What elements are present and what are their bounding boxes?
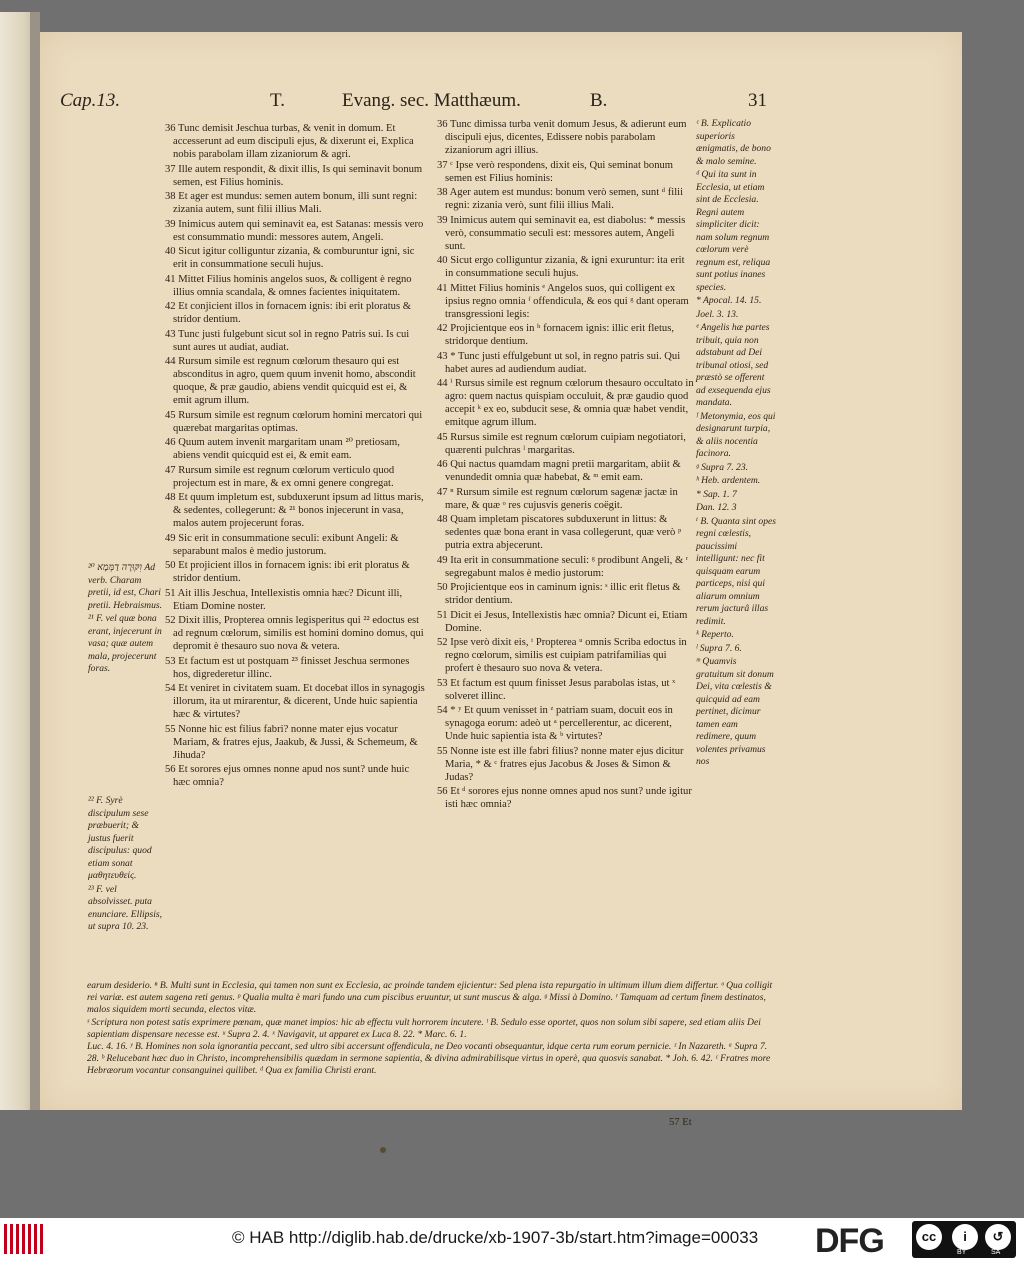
verse: 37 ᶜ Ipse verò respondens, dixit eis, Qui seminat bonum semen est Filius hominis: <box>437 159 674 184</box>
paper-spot <box>380 1147 386 1153</box>
verse: 40 Sicut ergo colliguntur zizania, & igni exuruntur: ita erit in consummatione seculi hujus. <box>437 255 685 279</box>
verse: 45 Rursum simile est regnum cœlorum homini mercatori qui quærebat margaritas optimas. <box>165 409 423 434</box>
verse: 54 Et veniret in civitatem suam. Et docebat illos in synagogis illorum, ita ut mirarentur, & dicerent, Unde huic sapientia hæc & virtutes? <box>165 683 425 720</box>
chapter-label: Cap.13. <box>60 90 121 111</box>
verse: 48 Et quum impletum est, subduxerunt ipsum ad littus maris, & sedentes, collegerunt: & ²¹ bonos injecerunt in vasa, malos autem projecerunt foras. <box>165 492 424 529</box>
verse: 55 Nonne hic est filius fabri? nonne mater ejus vocatur Mariam, & fratres ejus, Jaakub, & Jussi, & Schemeum, & Jihuda? <box>165 723 418 761</box>
verse: 52 Dixit illis, Propterea omnis legisperitus qui ²² edoctus est ad regnum cœlorum, similis est homini domino domus, qui depromit è thesauro suo nova & vetera. <box>165 615 424 652</box>
verse: 39 Inimicus autem qui seminavit ea, est Satanas: messis vero est consummatio mundi: messores autem, Angeli. <box>165 218 424 243</box>
margin-note: Joel. 3. 13. <box>696 308 739 320</box>
verse: 51 Dicit ei Jesus, Intellexistis hæc omnia? Dicunt ei, Etiam Domine. <box>437 609 688 634</box>
left-margin-notes-upper <box>88 562 162 677</box>
verse: 49 Ita erit in consummatione seculi: ᵍ prodibunt Angeli, & ʳ segregabunt malos è medio justorum: <box>437 554 689 579</box>
verse: 38 Et ager est mundus: semen autem bonum, illi sunt regni: zizania autem, sunt filii illius Mali. <box>165 191 418 215</box>
verse: 41 Mittet Filius hominis angelos suos, & colligent è regno illius omnia scandala, & omnes facientes iniquitatem. <box>165 273 412 298</box>
verse: 43 * Tunc justi effulgebunt ut sol, in regno patris sui. Qui habet aures ad audiendum audiat. <box>437 350 681 375</box>
left-margin-notes-lower <box>88 795 162 935</box>
margin-note: ²³ F. vel absolvisset. puta enunciare. Ellipsis, ut supra 10. 23. <box>88 883 162 932</box>
margin-note: ᵐ Quamvis gratuitum sit donum Dei, vita cœlestis & quicquid ad eam pertinet, dicimur tamen eam redimere, quum volentes privamus nos <box>696 656 774 767</box>
verse: 46 Quum autem invenit margaritam unam ²⁰ pretiosam, abiens vendit quicquid est ei, & emit eam. <box>165 437 400 461</box>
by-label: BY <box>957 1249 967 1256</box>
verse: 43 Tunc justi fulgebunt sicut sol in regno Patris sui. Is cui sunt aures ut audiat, audiat. <box>165 328 410 353</box>
verse: 47 Rursum simile est regnum cœlorum verticulo quod projectum est in mare, & ex omni genere congregat. <box>165 464 395 489</box>
previous-page-edge <box>0 12 40 1110</box>
footnote-block: Luc. 4. 16. ʸ B. Homines non sola ignorantia peccant, sed ultro sibi accersunt offendicula, ne Deo vocanti obsequantur, idque certa rum eorum pernicie. ᶻ In Nazareth. ᵃ Supra 7. 28. ᵇ Relucebant hæc duo in Christo, incomprehensibilis quædam in sermone sapientia, & divina admirabilisque virtus in operè, qua quosvis sanabat. * Joh. 6. 42. ᶜ Fratres more Hebræorum vocantur consanguinei quilibet. ᵈ Qua ex familia Christi erant. <box>87 1041 771 1077</box>
verse: 51 Ait illis Jeschua, Intellexistis omnia hæc? Dicunt illi, Etiam Domine noster. <box>165 587 403 612</box>
verse: 52 Ipse verò dixit eis, ᵗ Propterea ᵘ omnis Scriba edoctus in regno cœlorum, similis est cuipiam patrifamilias qui profert è thesauro suo nova & vetera. <box>437 637 687 674</box>
verse: 50 Et projicient illos in fornacem ignis: ibi erit ploratus & stridor dentium. <box>165 560 410 584</box>
sa-label: SA <box>991 1249 1001 1256</box>
verse: 42 Projicientque eos in ʰ fornacem ignis: illic erit fletus, stridorque dentium. <box>437 323 674 347</box>
verse: 56 Et ᵈ sorores ejus nonne omnes apud nos sunt? unde igitur isti hæc omnia? <box>437 786 692 810</box>
verse: 38 Ager autem est mundus: bonum verò semen, sunt ᵈ filii regni: zizania verò, sunt filii illius Mali. <box>437 187 684 211</box>
margin-note: ²⁰ וִקּוּרָה דַמְּמָא Ad verb. Charam pretii, id est, Chari pretii. Hebraismus. <box>88 562 162 611</box>
verse: 49 Sic erit in consummatione seculi: exibunt Angeli: & separabunt malos è medio justorum. <box>165 532 399 557</box>
margin-note: * Apocal. 14. 15. <box>696 295 762 306</box>
verse: 53 Et factum est quum finisset Jesus parabolas istas, ut ˣ solveret illinc. <box>437 677 676 702</box>
margin-note: ˡ Supra 7. 6. <box>696 642 742 654</box>
column-marker-b: B. <box>590 90 608 111</box>
verse: 54 * ʸ Et quum venisset in ᶻ patriam suam, docuit eos in synagoga eorum: adeò ut ᵃ percellerentur, ac dicerent, Unde huic sapientia ista & ᵇ virtutes? <box>437 705 673 742</box>
margin-note: ²¹ F. vel quæ bona erant, injecerunt in vasa; quæ autem mala, projecerunt foras. <box>88 613 162 674</box>
footnote-block: ˢ Scriptura non potest satis exprimere pœnam, quæ manet impios: hic ab effectu vult horrorem incutere. ᵗ B. Sedulo esse oportet, quos non solum sibi sapere, sed etiam aliis Dei sapientiam dispensare necesse est. ᵘ Supra 2. 4. ˣ Navigavit, ut apparet ex Luca 8. 22. * Marc. 6. 1. <box>87 1016 761 1040</box>
by-icon: i <box>952 1224 978 1250</box>
verse: 44 ⁱ Rursus simile est regnum cœlorum thesauro occultato in agro: quem nactus quispiam occuluit, & præ gaudio quod accepit ᵏ ex eo, subducit sese, & omnia quæ habet vendit, emitque agrum illum. <box>437 378 694 428</box>
verse: 56 Et sorores ejus omnes nonne apud nos sunt? unde huic hæc omnia? <box>165 764 410 788</box>
verse: 40 Sicut igitur colliguntur zizania, & comburuntur igni, sic erit in consummatione seculi hujus. <box>165 246 415 270</box>
source-link[interactable]: © HAB http://diglib.hab.de/drucke/xb-1907-3b/start.htm?image=00033 <box>232 1228 759 1247</box>
sa-icon: ↺ <box>985 1224 1011 1250</box>
margin-note: ᵉ Angelis hæ partes tribuit, quia non adstabunt ad Dei tribunal otiosi, sed præstò se offerent ad exsequenda ejus mandata. <box>696 322 771 408</box>
cc-icon: cc <box>916 1224 942 1250</box>
left-text-column <box>165 122 427 791</box>
verse: 47 ⁿ Rursum simile est regnum cœlorum sagenæ jactæ in mare, & quæ ᵒ res cujusvis generis coëgit. <box>437 486 678 511</box>
running-head <box>40 90 962 120</box>
footer-bar <box>0 1218 1024 1261</box>
verse: 45 Rursus simile est regnum cœlorum cuipiam negotiatori, quærenti pulchras ˡ margaritas. <box>437 431 686 456</box>
verse: 46 Qui nactus quamdam magni pretii margaritam, abiit & venundedit omnia quæ habebat, & ᵐ emit eam. <box>437 459 681 483</box>
verse: 39 Inimicus autem qui seminavit ea, est diabolus: * messis verò, consummatio seculi est: messores autem, Angeli sunt. <box>437 214 686 252</box>
column-marker-t: T. <box>270 90 285 111</box>
margin-note: ᵈ Qui ita sunt in Ecclesia, ut etiam sint de Ecclesia. Regni autem simpliciter dicit: nam solum regnum cœlorum verè regnum est, reliqua sunt potius inanes species. <box>696 169 771 293</box>
cc-license-badge[interactable] <box>912 1221 1016 1258</box>
margin-note: ᵍ Supra 7. 23. <box>696 461 749 473</box>
verse: 36 Tunc dimissa turba venit domum Jesus, & adierunt eum discipuli ejus, dicentes, Edissere nobis parabolam zizaniorum agri illius. <box>437 119 687 156</box>
verse: 53 Et factum est ut postquam ²³ finisset Jeschua sermones hos, digrederetur illinc. <box>165 655 410 680</box>
right-margin-notes <box>696 118 776 770</box>
verse: 41 Mittet Filius hominis ᵉ Angelos suos, qui colligent ex ipsius regno omnia ᶠ offendicula, & eos qui ᵍ dant operam transgressioni legis: <box>437 282 689 320</box>
verse: 48 Quam impletam piscatores subduxerunt in littus: & sedentes quæ bona erant in vasa collegerunt, quæ verò ᵖ putria extra abjecerunt. <box>437 514 682 551</box>
margin-note: Dan. 12. 3 <box>696 502 737 513</box>
verse: 55 Nonne iste est ille fabri filius? nonne mater ejus dicitur Maria, * & ᶜ fratres ejus Jacobus & Joses & Simon & Judas? <box>437 745 684 783</box>
margin-note: ⁱ B. Quanta sint opes regni cœlestis, paucissimi intelligunt: nec fit quisquam earum particeps, nisi qui aliarum omnium rerum jacturâ illas redimit. <box>696 515 777 627</box>
margin-note: ²² F. Syrè discipulum sese præbuerit; & justus fuerit discipulus: quod etiam sonat μαθητευθείς. <box>88 795 152 881</box>
margin-note: ᶠ Metonymia, eos qui designarunt turpia, & aliis nocentia facinora. <box>696 410 776 459</box>
verse: 42 Et conjicient illos in fornacem ignis: ibi erit ploratus & stridor dentium. <box>165 301 411 325</box>
verse: 37 Ille autem respondit, & dixit illis, Is qui seminavit bonum semen, est Filius hominis. <box>165 163 423 188</box>
footnote-block: earum desiderio. ⁿ B. Multi sunt in Ecclesia, qui tamen non sunt ex Ecclesia, ac proinde tandem ejicientur: Sed plena ista repurgatio in ultimum illum diem differtur. ᵒ Qua colligit rei variæ. est autem sagena reti genus. ᵖ Qualia multa è mari fundo una cum piscibus eruuntur, ut sunt muscus & alga. ᵍ Missi à Domino. ʳ Tamquam ad certum finem destinatos, malos siquidem morti secunda, electos vitæ. <box>87 980 773 1016</box>
margin-note: ᶜ B. Explicatio superioris ænigmatis, de bono & malo semine. <box>696 118 771 167</box>
verse: 36 Tunc demisit Jeschua turbas, & venit in domum. Et accesserunt ad eum discipuli ejus, & dixerunt ei, Explica nobis parabolam illam zizaniorum & agri. <box>165 123 414 160</box>
verse: 44 Rursum simile est regnum cœlorum thesauro qui est absconditus in agro, quem quum invenit homo, abscondit quoque, & præ gaudio, abiens vendit quicquid est ei, & emit agrum illum. <box>165 356 416 406</box>
footnotes <box>87 980 775 1078</box>
color-ruler-icon <box>4 1224 46 1254</box>
right-text-column <box>437 118 695 813</box>
catchword: 57 Et <box>669 1117 692 1128</box>
margin-note: * Sap. 1. 7 <box>696 488 737 500</box>
margin-note: ᵏ Reperto. <box>696 629 734 640</box>
margin-note: ʰ Heb. ardentem. <box>696 475 761 486</box>
running-title: Evang. sec. Matthæum. <box>342 90 521 111</box>
page-number: 31 <box>748 90 767 111</box>
book-page <box>40 32 962 1128</box>
dfg-logo: DFG <box>815 1222 884 1260</box>
verse: 50 Projicientque eos in caminum ignis: ˢ illic erit fletus & stridor dentium. <box>437 582 681 606</box>
